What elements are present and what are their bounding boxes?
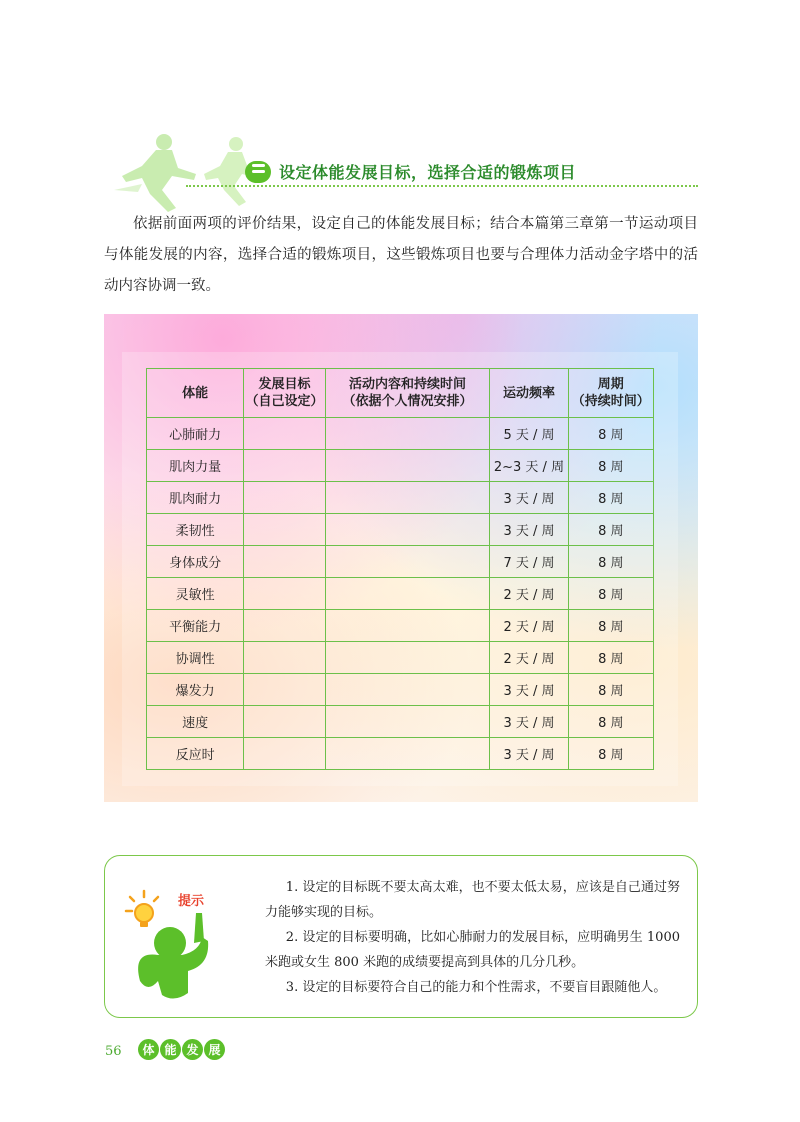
cell-activity	[325, 450, 490, 482]
header-period: 周期 （持续时间）	[568, 369, 653, 418]
cell-goal	[244, 450, 325, 482]
header-goal: 发展目标 （自己设定）	[244, 369, 325, 418]
tip-item: 1. 设定的目标既不要太高太难，也不要太低太易，应该是自己通过努力能够实现的目标。	[265, 880, 680, 920]
page-number: 56	[105, 1044, 122, 1059]
book-title-char: 体	[138, 1039, 159, 1060]
fitness-plan-table	[146, 368, 654, 770]
cell-fitness-name: 心肺耐力	[147, 418, 244, 450]
cell-fitness-name: 反应时	[147, 738, 244, 770]
cell-period: 8 周	[568, 642, 653, 674]
cell-goal	[244, 482, 325, 514]
cell-goal	[244, 642, 325, 674]
table-row	[147, 450, 654, 482]
table-row	[147, 514, 654, 546]
cell-goal	[244, 610, 325, 642]
book-title-char: 展	[204, 1039, 225, 1060]
cell-goal	[244, 578, 325, 610]
header-activity: 活动内容和持续时间 （依据个人情况安排）	[325, 369, 490, 418]
cell-fitness-name: 灵敏性	[147, 578, 244, 610]
cell-activity	[325, 578, 490, 610]
cell-fitness-name: 身体成分	[147, 546, 244, 578]
cell-frequency: 2 天 / 周	[490, 610, 568, 642]
cell-fitness-name: 肌肉耐力	[147, 482, 244, 514]
cell-activity	[325, 642, 490, 674]
cell-activity	[325, 482, 490, 514]
cell-frequency: 3 天 / 周	[490, 514, 568, 546]
tips-mascot-icon	[118, 885, 223, 1003]
cell-frequency: 2 天 / 周	[490, 642, 568, 674]
cell-fitness-name: 平衡能力	[147, 610, 244, 642]
cell-activity	[325, 706, 490, 738]
tip-item: 3. 设定的目标要符合自己的能力和个性需求，不要盲目跟随他人。	[285, 980, 667, 995]
cell-goal	[244, 418, 325, 450]
header-fitness: 体能	[147, 369, 244, 418]
cell-period: 8 周	[568, 738, 653, 770]
header-frequency: 运动频率	[490, 369, 568, 418]
title-dotted-rule	[186, 185, 698, 187]
cell-frequency: 2 天 / 周	[490, 578, 568, 610]
book-title-char: 发	[182, 1039, 203, 1060]
table-row	[147, 674, 654, 706]
cell-period: 8 周	[568, 610, 653, 642]
cell-fitness-name: 速度	[147, 706, 244, 738]
cell-activity	[325, 514, 490, 546]
cell-period: 8 周	[568, 514, 653, 546]
cell-period: 8 周	[568, 450, 653, 482]
cell-activity	[325, 418, 490, 450]
cell-frequency: 3 天 / 周	[490, 482, 568, 514]
table-row	[147, 642, 654, 674]
table-row	[147, 546, 654, 578]
section-number-badge	[245, 161, 271, 183]
cell-period: 8 周	[568, 578, 653, 610]
cell-fitness-name: 爆发力	[147, 674, 244, 706]
table-row	[147, 482, 654, 514]
cell-goal	[244, 514, 325, 546]
table-header-row	[147, 369, 654, 418]
section-title-text: 设定体能发展目标，选择合适的锻炼项目	[279, 163, 577, 182]
cell-goal	[244, 546, 325, 578]
section-title	[245, 160, 576, 183]
cell-activity	[325, 610, 490, 642]
cell-activity	[325, 674, 490, 706]
table-row	[147, 418, 654, 450]
table-row	[147, 610, 654, 642]
cell-frequency: 7 天 / 周	[490, 546, 568, 578]
cell-goal	[244, 674, 325, 706]
cell-frequency: 3 天 / 周	[490, 738, 568, 770]
cell-period: 8 周	[568, 482, 653, 514]
cell-period: 8 周	[568, 546, 653, 578]
cell-activity	[325, 546, 490, 578]
tip-item: 2. 设定的目标要明确，比如心肺耐力的发展目标，应明确男生 1000 米跑或女生 800 米跑的成绩要提高到具体的几分几秒。	[265, 930, 680, 970]
cell-period: 8 周	[568, 674, 653, 706]
table-background-panel	[104, 314, 698, 802]
cell-fitness-name: 柔韧性	[147, 514, 244, 546]
tips-text	[265, 875, 680, 1000]
cell-frequency: 5 天 / 周	[490, 418, 568, 450]
book-title	[138, 1039, 225, 1060]
table-row	[147, 578, 654, 610]
book-title-char: 能	[160, 1039, 181, 1060]
cell-goal	[244, 706, 325, 738]
cell-frequency: 3 天 / 周	[490, 674, 568, 706]
cell-period: 8 周	[568, 418, 653, 450]
cell-goal	[244, 738, 325, 770]
cell-fitness-name: 肌肉力量	[147, 450, 244, 482]
tips-label: 提示	[178, 894, 205, 909]
table-row	[147, 706, 654, 738]
cell-period: 8 周	[568, 706, 653, 738]
cell-frequency: 2~3 天 / 周	[490, 450, 568, 482]
runners-icon	[112, 132, 262, 212]
cell-activity	[325, 738, 490, 770]
table-row	[147, 738, 654, 770]
intro-paragraph: 依据前面两项的评价结果，设定自己的体能发展目标；结合本篇第三章第一节运动项目与体能发展的内容，选择合适的锻炼项目，这些锻炼项目也要与合理体力活动金字塔中的活动内容协调一致。	[104, 216, 698, 294]
cell-fitness-name: 协调性	[147, 642, 244, 674]
cell-frequency: 3 天 / 周	[490, 706, 568, 738]
